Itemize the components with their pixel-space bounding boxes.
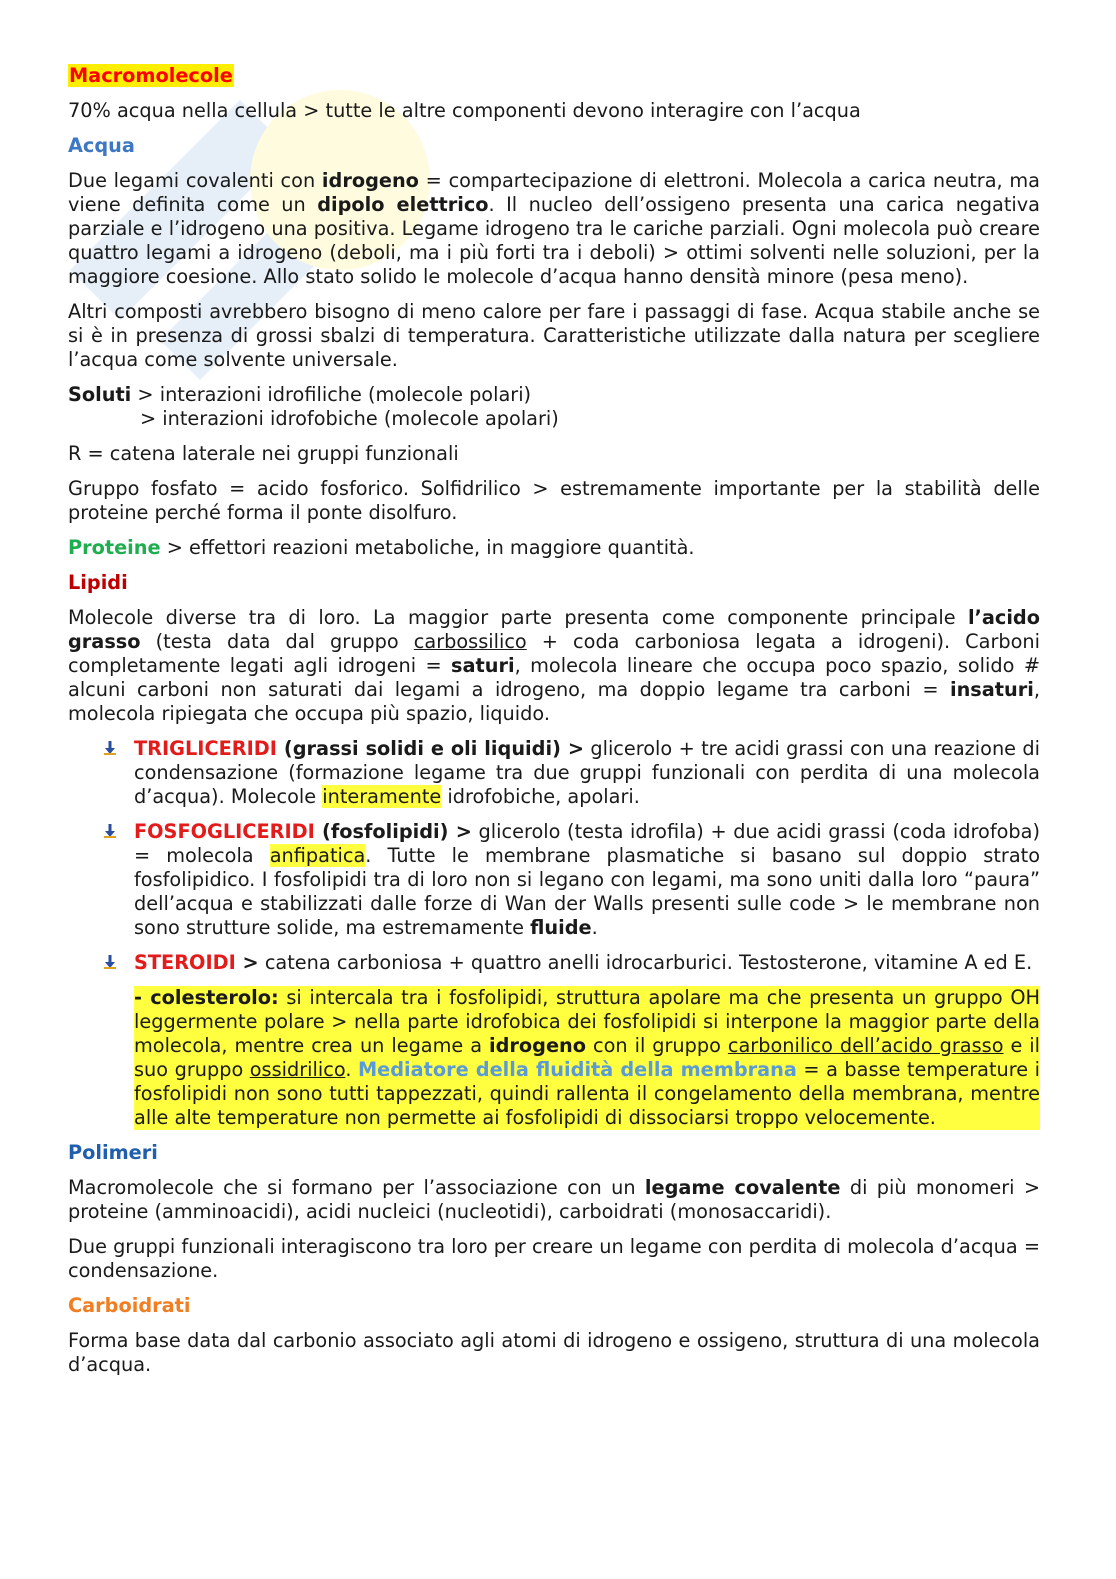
doc-title-line [68,64,1040,88]
section-heading-carboidrati: Carboidrati [68,1294,191,1317]
lipidi-paragraph-1: Molecole diverse tra di loro. La maggior parte presenta come componente principale l’acido grasso (testa data dal gruppo carbossilico + coda carboniosa legata a idrogeni). Carboni completamente legati agli idrogeni = saturi, molecola lineare che occupa poco spazio, solido # alcuni carboni non saturati dai legami a idrogeno, ma doppio legame tra carboni = insaturi, molecola ripiegata che occupa più spazio, liquido. [68,606,1040,725]
soluti-label: Soluti [68,383,132,406]
soluti-block [68,383,1040,431]
bullet-arrow-icon [102,954,118,970]
fosfato-paragraph: Gruppo fosfato = acido fosforico. Solfidrilico > estremamente importante per la stabilità delle proteine perché forma il ponte disolfuro. [68,477,1040,524]
acqua-paragraph-2: Altri composti avrebbero bisogno di meno calore per fare i passaggi di fase. Acqua stabile anche se si è in presenza di grossi sbalzi di temperatura. Caratteristiche utilizzate dalla natura per scegliere l’acqua come solvente universale. [68,300,1040,371]
doc-title: Macromolecole [69,64,233,87]
bullet-arrow-icon [102,823,118,839]
r-group-line: R = catena laterale nei gruppi funzionali [68,442,459,465]
section-heading-acqua: Acqua [68,134,135,157]
colesterolo-block: - colesterolo: si intercala tra i fosfolipidi, struttura apolare ma che presenta un gruppo OH leggermente polare > nella parte idrofobica dei fosfolipidi si interpone la maggior parte della molecola, mentre crea un legame a idrogeno con il gruppo carbonilico dell’acido grasso e il suo gruppo ossidrilico. Mediatore della fluidità della membrana = a basse temperature i fosfolipidi non sono tutti tappezzati, quindi rallenta il congelamento della membrana, mentre alle alte temperature non permette ai fosfolipidi di dissociarsi troppo velocemente. [134,986,1041,1129]
bullet-arrow-icon [102,740,118,756]
list-item-steroidi: STEROIDI > catena carboniosa + quattro anelli idrocarburici. Testosterone, vitamine A ed E. - colesterolo: si intercala tra i fosfolipidi, struttura apolare ma che presenta un gruppo OH leggermente polare > nella parte idrofobica dei fosfolipidi si interpone la maggior parte della molecola, mentre crea un legame a idrogeno con il gruppo carbonilico dell’acido grasso e il suo gruppo ossidrilico. Mediatore della fluidità della membrana = a basse temperature i fosfolipidi non sono tutti tappezzati, quindi rallenta il congelamento della membrana, mentre alle alte temperature non permette ai fosfolipidi di dissociarsi troppo velocemente. [68,951,1040,1130]
proteine-line: Proteine > effettori reazioni metaboliche, in maggiore quantità. [68,536,695,559]
list-item-trigliceridi: TRIGLICERIDI (grassi solidi e oli liquidi) > glicerolo + tre acidi grassi con una reazione di condensazione (formazione legame tra due gruppi funzionali con perdita di una molecola d’acqua). Molecole interamente idrofobiche, apolari. [68,737,1040,809]
lipidi-list [68,737,1040,1130]
polimeri-paragraph-1: Macromolecole che si formano per l’associazione con un legame covalente di più monomeri > proteine (amminoacidi), acidi nucleici (nucleotidi), carboidrati (monosaccaridi). [68,1176,1041,1223]
list-item-fosfogliceridi: FOSFOGLICERIDI (fosfolipidi) > glicerolo (testa idrofila) + due acidi grassi (coda idrofoba) = molecola anfipatica. Tutte le membrane plasmatiche si basano sul doppio strato fosfolipidico. I fosfolipidi tra di loro non si legano con legami, ma sono uniti dalla loro “paura” dell’acqua e stabilizzati dalle forze di Wan der Walls presenti sulle code > le membrane non sono strutture solide, ma estremamente fluide. [68,820,1040,940]
soluti-line-2: > interazioni idrofobiche (molecole apolari) [140,407,559,430]
section-heading-lipidi: Lipidi [68,571,128,594]
polimeri-paragraph-2: Due gruppi funzionali interagiscono tra loro per creare un legame con perdita di molecola d’acqua = condensazione. [68,1235,1040,1282]
intro-text: 70% acqua nella cellula > tutte le altre componenti devono interagire con l’acqua [68,99,861,122]
document-content [68,64,1040,1388]
acqua-paragraph-1: Due legami covalenti con idrogeno = compartecipazione di elettroni. Molecola a carica neutra, ma viene definita come un dipolo elettrico. Il nucleo dell’ossigeno presenta una carica negativa parziale e l’idrogeno una positiva. Legame idrogeno tra le cariche parziali. Ogni molecola può creare quattro legami a idrogeno (deboli, ma i più forti tra i deboli) > ottimi solventi nelle soluzioni, per la maggiore coesione. Allo stato solido le molecole d’acqua hanno densità minore (pesa meno). [68,169,1040,288]
section-heading-polimeri: Polimeri [68,1141,158,1164]
soluti-line-1: > interazioni idrofiliche (molecole polari) [131,383,532,406]
carboidrati-paragraph-1: Forma base data dal carbonio associato agli atomi di idrogeno e ossigeno, struttura di una molecola d’acqua. [68,1329,1040,1376]
proteine-label: Proteine [68,536,161,559]
